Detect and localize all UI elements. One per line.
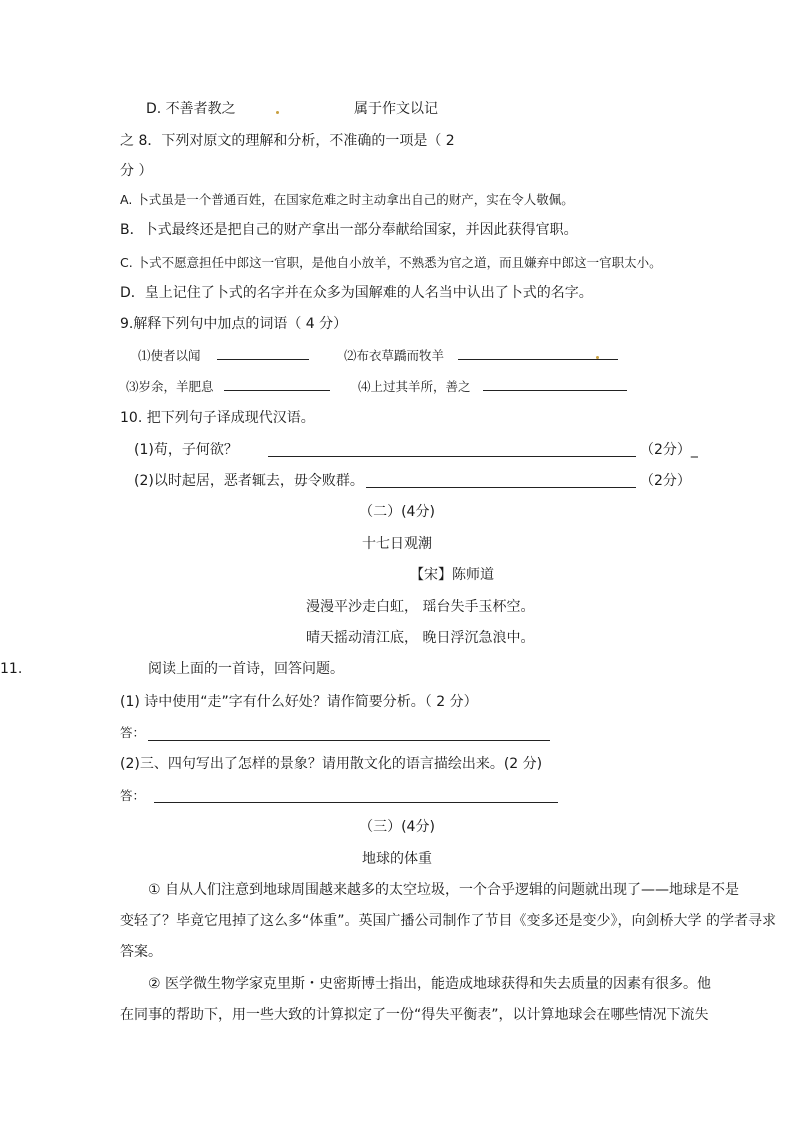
question-8-stem-cont: 分 ） — [120, 163, 153, 179]
decorative-dot — [596, 356, 599, 359]
question-11-stem: 阅读上面的一首诗，回答问题。 — [148, 661, 344, 677]
poem-line-2: 晴天摇动清江底， 晚日浮沉急浪中。 — [306, 630, 535, 646]
answer-label: 答： — [120, 725, 146, 740]
question-9-stem: 9.解释下列句中加点的词语（ 4 分） — [120, 316, 348, 332]
question-11-sub-2: (2)三、四句写出了怎样的景象？请用散文化的语言描绘出来。(2 分) — [120, 756, 543, 772]
poem-title: 十七日观潮 — [362, 536, 432, 552]
trail-mark: _ — [690, 442, 698, 458]
points-label — [640, 440, 698, 460]
question-9-item-3 — [126, 376, 330, 397]
poem-author: 【宋】陈师道 — [410, 567, 494, 583]
answer-blank-2[interactable] — [154, 788, 558, 803]
option-d-tail: 属于作文以记 — [354, 101, 438, 117]
poem-line-1: 漫漫平沙走白虹， 瑶台失手玉杯空。 — [306, 599, 535, 615]
question-10-item-1 — [134, 440, 238, 460]
answer-label: 答： — [120, 788, 146, 803]
paragraph-2-line-1: ② 医学微生物学家克里斯・史密斯博士指出，能造成地球获得和失去质量的因素有很多。他 — [148, 976, 711, 992]
translation-blank-1[interactable] — [268, 442, 636, 457]
answer-blank[interactable] — [224, 376, 330, 391]
question-8-option-a: A. 卜式虽是一个普通百姓，在国家危难之时主动拿出自己的财产，实在令人敬佩。 — [120, 192, 574, 207]
question-9-item-1 — [138, 345, 309, 366]
answer-blank[interactable] — [217, 345, 309, 360]
question-8-stem: 之 8．下列对原文的理解和分析，不准确的一项是（ 2 — [120, 133, 455, 149]
question-11-number: 11. — [0, 661, 23, 677]
item-text: (1)苟，子何欲？ — [134, 442, 238, 458]
question-9-item-4 — [358, 376, 627, 397]
answer-blank-1[interactable] — [148, 726, 550, 741]
question-10-item-2 — [134, 471, 364, 491]
points-label: （2分） — [640, 473, 691, 489]
question-8-option-d: D．皇上记住了卜式的名字并在众多为国解难的人名当中认出了卜式的名字。 — [120, 285, 593, 301]
paragraph-2-line-2: 在同事的帮助下，用一些大致的计算拟定了一份“得失平衡表”，以计算地球会在哪些情况下流失 — [120, 1007, 709, 1023]
question-8-option-c: C. 卜式不愿意担任中郎这一官职，是他自小放羊，不熟悉为官之道，而且嫌弃中郎这一官职太小。 — [120, 255, 662, 270]
paragraph-1-line-1: ① 自从人们注意到地球周围越来越多的太空垃圾，一个合乎逻辑的问题就出现了——地球是不是 — [148, 882, 739, 898]
question-9-item-2 — [344, 345, 618, 366]
section-3-heading: （三）(4分) — [359, 819, 435, 835]
item-text: (2)以时起居，恶者辄去，毋令败群。 — [134, 473, 364, 489]
option-d-row — [146, 99, 236, 119]
item-text: ⑴使者以闻 — [138, 348, 201, 363]
answer-blank[interactable] — [458, 345, 618, 360]
decorative-dot — [276, 111, 279, 114]
points-text: （2分） — [640, 442, 691, 458]
item-text: ⑶岁余，羊肥息 — [126, 379, 214, 394]
question-8-option-b: B．卜式最终还是把自己的财产拿出一部分奉献给国家，并因此获得官职。 — [120, 222, 578, 238]
paragraph-1-line-3: 答案。 — [120, 944, 162, 960]
option-d-label: D. 不善者教之 — [146, 101, 236, 117]
question-11-sub-1: (1) 诗中使用“走”字有什么好处？请作简要分析。（ 2 分） — [120, 694, 478, 710]
item-text: ⑵布衣草蹻而牧羊 — [344, 348, 445, 363]
article-title: 地球的体重 — [362, 851, 432, 867]
item-text: ⑷上过其羊所，善之 — [358, 379, 471, 394]
translation-blank-2[interactable] — [366, 473, 636, 488]
question-10-stem: 10. 把下列句子译成现代汉语。 — [120, 410, 315, 426]
paragraph-1-line-2: 变轻了？毕竟它甩掉了这么多“体重”。英国广播公司制作了节目《变多还是变少》，向剑桥大学 的学者寻求 — [120, 913, 776, 929]
answer-blank[interactable] — [483, 376, 627, 391]
section-2-heading: （二）(4分) — [359, 504, 435, 520]
